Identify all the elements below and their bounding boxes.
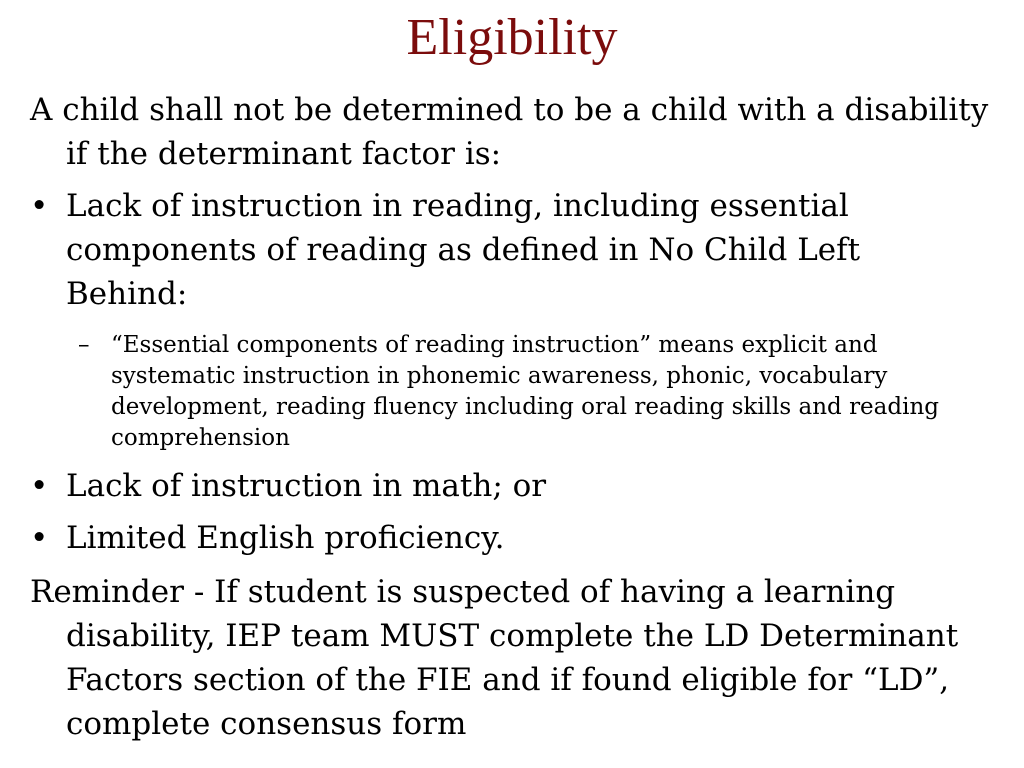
intro-paragraph: A child shall not be determined to be a child with a disability if the determinant factor is: — [30, 92, 989, 172]
slide-title: Eligibility — [406, 9, 618, 66]
bullet-text: Lack of instruction in math; or — [66, 468, 547, 504]
sub-bullet-item — [30, 330, 990, 454]
reminder-paragraph: Reminder - If student is suspected of having a learning disability, IEP team MUST complete the LD Determinant Factors section of the FIE and if found eligible for “LD”, complete consensus form — [30, 574, 959, 742]
bullet-item — [30, 516, 990, 560]
bullet-item — [30, 184, 990, 316]
bullet-marker: • — [30, 468, 49, 504]
bullet-text: Limited English proficiency. — [66, 520, 505, 556]
bullet-text: Lack of instruction in reading, including essential components of reading as defined in No Child Left Behind: — [66, 188, 861, 312]
bullet-marker: • — [30, 520, 49, 556]
bullet-item — [30, 464, 990, 508]
sub-bullet-text: “Essential components of reading instruction” means explicit and systematic instruction in phonemic awareness, phonic, vocabulary development, reading fluency including oral reading skills and reading comprehension — [111, 332, 939, 451]
bullet-marker: • — [30, 188, 49, 224]
sub-bullet-marker: – — [78, 332, 90, 358]
slide-body — [30, 88, 990, 746]
